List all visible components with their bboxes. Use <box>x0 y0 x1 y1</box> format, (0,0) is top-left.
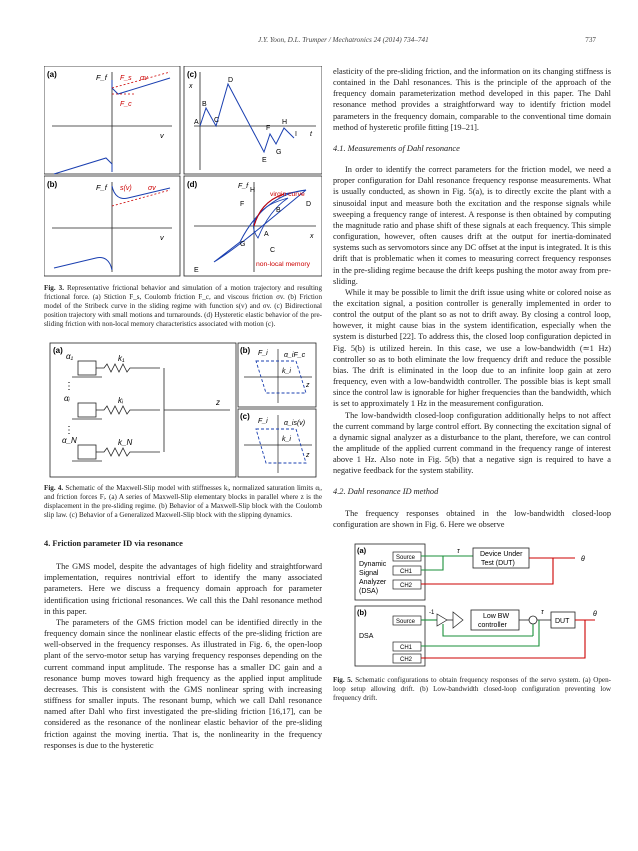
fig3-panel-a <box>47 70 172 174</box>
fig5-caption <box>333 676 611 703</box>
section-title: 4. Friction parameter ID via resonance <box>44 539 183 548</box>
ylabel: F_f <box>238 183 249 190</box>
fig5-panel-a <box>355 544 585 600</box>
svg-text:DSA: DSA <box>359 632 374 640</box>
pt-c: C <box>270 247 276 254</box>
paragraph: In order to identify the correct parameters for the friction model, we need a proper configuration for Dahl resonance frequency response measurements. What is usually conducted, as shown in Fig. 5(a), is to directly excite the plant with a sinusoidal input and measure both the excitation and the response signals while sweeping a frequency range of interest. A response is then obtained by computing the magnitude ratio and phase shift of these signals at each frequency. This simple configuration, however, often causes drift at the output for inertia-dominated systems such as servomotors since any DC offset at the input is integrated. It is this drift that is problematic when it comes to measuring correct frequency responses in the pre-sliding regime because the drift keeps pushing the motor away from pre-sliding. <box>333 165 611 286</box>
svg-text:controller: controller <box>478 621 507 629</box>
sat-label: α_iF_c <box>284 352 306 359</box>
caption-label: Fig. 3. <box>44 284 64 292</box>
pt-b: B <box>202 101 207 108</box>
caption-label: Fig. 5. <box>333 675 353 684</box>
svg-text:CH1: CH1 <box>400 568 413 575</box>
panel-tag: (c) <box>240 412 250 421</box>
fc-label: F_c <box>120 101 132 108</box>
subsection-title: 4.1. Measurements of Dahl resonance <box>333 143 460 153</box>
fig4-panel-b <box>240 346 312 403</box>
fig4-caption <box>44 484 322 520</box>
fig3-panel-b <box>47 180 172 272</box>
pt-a: A <box>194 119 199 126</box>
panel-tag: (a) <box>357 545 367 555</box>
pt-g: G <box>240 241 246 248</box>
panel-tag: (d) <box>187 180 198 189</box>
z-label: z <box>216 398 220 407</box>
svg-text:CH1: CH1 <box>400 644 413 651</box>
panel-tag: (b) <box>47 180 58 189</box>
alpha1-label: α₁ <box>66 352 74 361</box>
svg-text:⋮: ⋮ <box>64 381 74 392</box>
xlabel: x <box>310 233 314 240</box>
pt-d: D <box>228 77 234 84</box>
paragraph: While it may be possible to limit the drift issue using white or colored noise as the excitation signal, a position controller is generally implemented in order to control the output of the plant so as not to drift away. By closing a control loop, however, it might cause bias in the system identification, especially when the system is disturbed [22]. To address this, the closed loop configuration depicted in Fig. 5(b) is utilized herein. In this case, we use a low-bandwidth (≃1 Hz) controller so as to both eliminate the low frequency drift and reduce the possible bias. The drift is eliminated in the loop due to an infinite loop gain at zero frequency, even with a low-bandwidth controller. The possible bias is kept small since the control law is ignorable for higher frequencies than the bandwidth, which is set to approximately 1 Hz in the measurement configuration. <box>333 287 611 409</box>
figure-3 <box>44 66 322 278</box>
right-column <box>333 66 611 703</box>
journal-line: J.Y. Yoon, D.L. Trumper / Mechatronics 24 (2014) 734–741 <box>258 36 429 44</box>
svg-text:(DSA): (DSA) <box>359 587 379 595</box>
caption-text: Schematic configurations to obtain frequency responses of the servo system. (a) Open-loop setup allowing drift. (b) Low-bandwidth closed-loop configuration preventing low frequency drift. <box>333 675 611 702</box>
svg-text:θ: θ <box>593 610 597 618</box>
svg-text:Dynamic: Dynamic <box>359 560 387 568</box>
paragraph: The GMS model, despite the advantages of high fidelity and straightforward implementation, requires nontrivial effort to identify the many associated parameters. Here we discuss a frequency domain approach for parameter identification using frictional resonances. We call this the Dahl resonance method in this paper. <box>44 562 322 616</box>
subsection-title: 4.2. Dahl resonance ID method <box>333 487 439 497</box>
fig3-panel-d <box>187 180 316 274</box>
svg-text:CH2: CH2 <box>400 656 413 663</box>
svg-text:Signal: Signal <box>359 569 379 577</box>
pt-d: D <box>306 201 312 208</box>
panel-tag: (c) <box>187 70 197 79</box>
svg-text:Source: Source <box>396 554 416 561</box>
pt-g: G <box>276 149 282 156</box>
figure-5 <box>353 542 603 670</box>
caption-label: Fig. 4. <box>44 484 64 492</box>
ylabel: F_f <box>96 183 107 192</box>
svg-text:Test (DUT): Test (DUT) <box>481 559 515 567</box>
pt-f: F <box>240 201 245 208</box>
caption-text: Representative frictional behavior and simulation of a motion trajectory and resulting frictional force. (a) Stiction F_s, Coulomb friction F_c, and viscous friction σv. (b) Friction model of the Stribeck curve in the sliding regime with function s(v) and σv. (c) Bidirectional position trajectory with small motions and turnarounds. (d) Hysteretic elastic behavior of the pre-sliding friction with non-local memory characteristics associated with motion (c). <box>44 284 323 328</box>
sat-label: α_is(v) <box>284 420 306 427</box>
pt-h: H <box>250 187 256 194</box>
paragraph: The parameters of the GMS friction model can be identified directly in the frequency domain since the nonlinear elastic effects of the pre-sliding friction are well-observed in the frequency responses. As illustrated in Fig. 6, the open-loop plant of the servo-motor setup has varying frequency responses depending on the current command input amplitude. The response has a smaller DC gain and a resonance bump moves toward high frequency as the applied input amplitude decreases. This is consistent with the GMS nonlinear spring with increasing stiffness for smaller inputs. The resonant bump, which we call Dahl resonance named after Dahl who first investigated the pre-sliding friction [16,17], can be considered as the resonance of the nonlinear elastic behavior of the pre-sliding friction against the moving inertia. That is, the nonlinearity in the frequency responses is due to the hysteretic <box>44 617 322 750</box>
svg-text:Source: Source <box>396 618 416 625</box>
z-label: z <box>306 382 310 389</box>
panel-tag: (b) <box>357 607 367 617</box>
pt-e: E <box>262 157 267 164</box>
panel-tag: (a) <box>47 70 57 79</box>
nonlocal-label: non-local memory <box>256 261 311 268</box>
ylabel: x <box>189 83 193 90</box>
panel-tag: (b) <box>240 346 251 355</box>
svg-text:-1: -1 <box>429 609 435 616</box>
pt-h: H <box>282 119 288 126</box>
fig3-caption <box>44 284 322 329</box>
pt-e: E <box>194 267 199 274</box>
figure-4 <box>44 341 322 479</box>
svg-text:τ: τ <box>541 608 544 616</box>
fig4-panel-c <box>240 412 312 473</box>
svg-text:Low BW: Low BW <box>483 612 510 620</box>
k1-label: k₁ <box>118 354 125 363</box>
pt-f: F <box>266 125 271 132</box>
pt-i: I <box>295 131 297 138</box>
left-column <box>44 66 322 751</box>
svg-text:θ: θ <box>581 555 585 563</box>
k-label: k_i <box>282 368 291 375</box>
fig4-panel-a <box>53 346 230 461</box>
s-label: s(v) <box>120 185 132 192</box>
svg-text:⋮: ⋮ <box>64 425 74 436</box>
f-label: F_i <box>258 418 268 425</box>
pt-b: B <box>276 207 281 214</box>
xlabel: t <box>310 131 312 138</box>
ki-label: kᵢ <box>118 396 123 405</box>
svg-text:τ: τ <box>457 547 460 555</box>
pt-c: C <box>214 117 220 124</box>
panel-tag: (a) <box>53 346 63 355</box>
alphai-label: αᵢ <box>64 394 70 403</box>
svg-text:Device Under: Device Under <box>480 550 523 558</box>
paragraph: The frequency responses obtained in the low-bandwidth closed-loop configuration are shown in Fig. 6. Here we observe <box>333 508 611 529</box>
alphaN-label: α_N <box>62 436 77 445</box>
ylabel: F_f <box>96 73 107 82</box>
virgin-label: virgin curve <box>270 191 305 198</box>
svg-text:DUT: DUT <box>555 617 570 625</box>
fig3-panel-c <box>187 70 316 170</box>
xlabel: v <box>160 131 164 140</box>
svg-text:CH2: CH2 <box>400 582 413 589</box>
xlabel: v <box>160 233 164 242</box>
page-number: 737 <box>585 36 596 44</box>
f-label: F_i <box>258 350 268 357</box>
caption-text: Schematic of the Maxwell-Slip model with stiffnesses kᵢ, normalized saturation limits αᵢ, and friction forces Fᵢ. (a) A series of Maxwell-Slip elementary blocks in parallel where z is the displacement in the pre-sliding regime. (b) Behavior of a Maxwell-Slip block with the Coulomb slip law. (c) Behavior of a Generalized Maxwell-Slip block with the slipping dynamics. <box>44 484 323 519</box>
fig5-panel-b <box>355 606 597 666</box>
kN-label: k_N <box>118 438 133 447</box>
fs-label: F_s <box>120 75 132 82</box>
paragraph: The low-bandwidth closed-loop configuration additionally helps to not affect the current command by large control effort. By connecting the excitation signal of a dynamic signal analyzer as a disturbance to the plant, therefore, we can control the amplitude of the applied current command in the frequency range of interest above 1 Hz. Also note in Fig. 5(b) that a negative sign is required to have a negative feedback for the system stability. <box>333 410 611 476</box>
svg-text:Analyzer: Analyzer <box>359 578 387 586</box>
pt-a: A <box>264 231 269 238</box>
z-label: z <box>306 452 310 459</box>
paragraph: elasticity of the pre-sliding friction, and the information on its changing stiffness is contained in the Dahl resonances. This is the principle of the approach of the frequency domain parameterization method developed in this paper. The Dahl resonance method provides a straightforward way to identify friction model parameters in the frequency domain, comparable to the conventional time domain method of hysteretic profile fitting [19–21]. <box>333 67 611 132</box>
sv-label: σv <box>140 75 148 82</box>
k-label: k_i <box>282 436 291 443</box>
sv-label: σv <box>148 185 156 192</box>
